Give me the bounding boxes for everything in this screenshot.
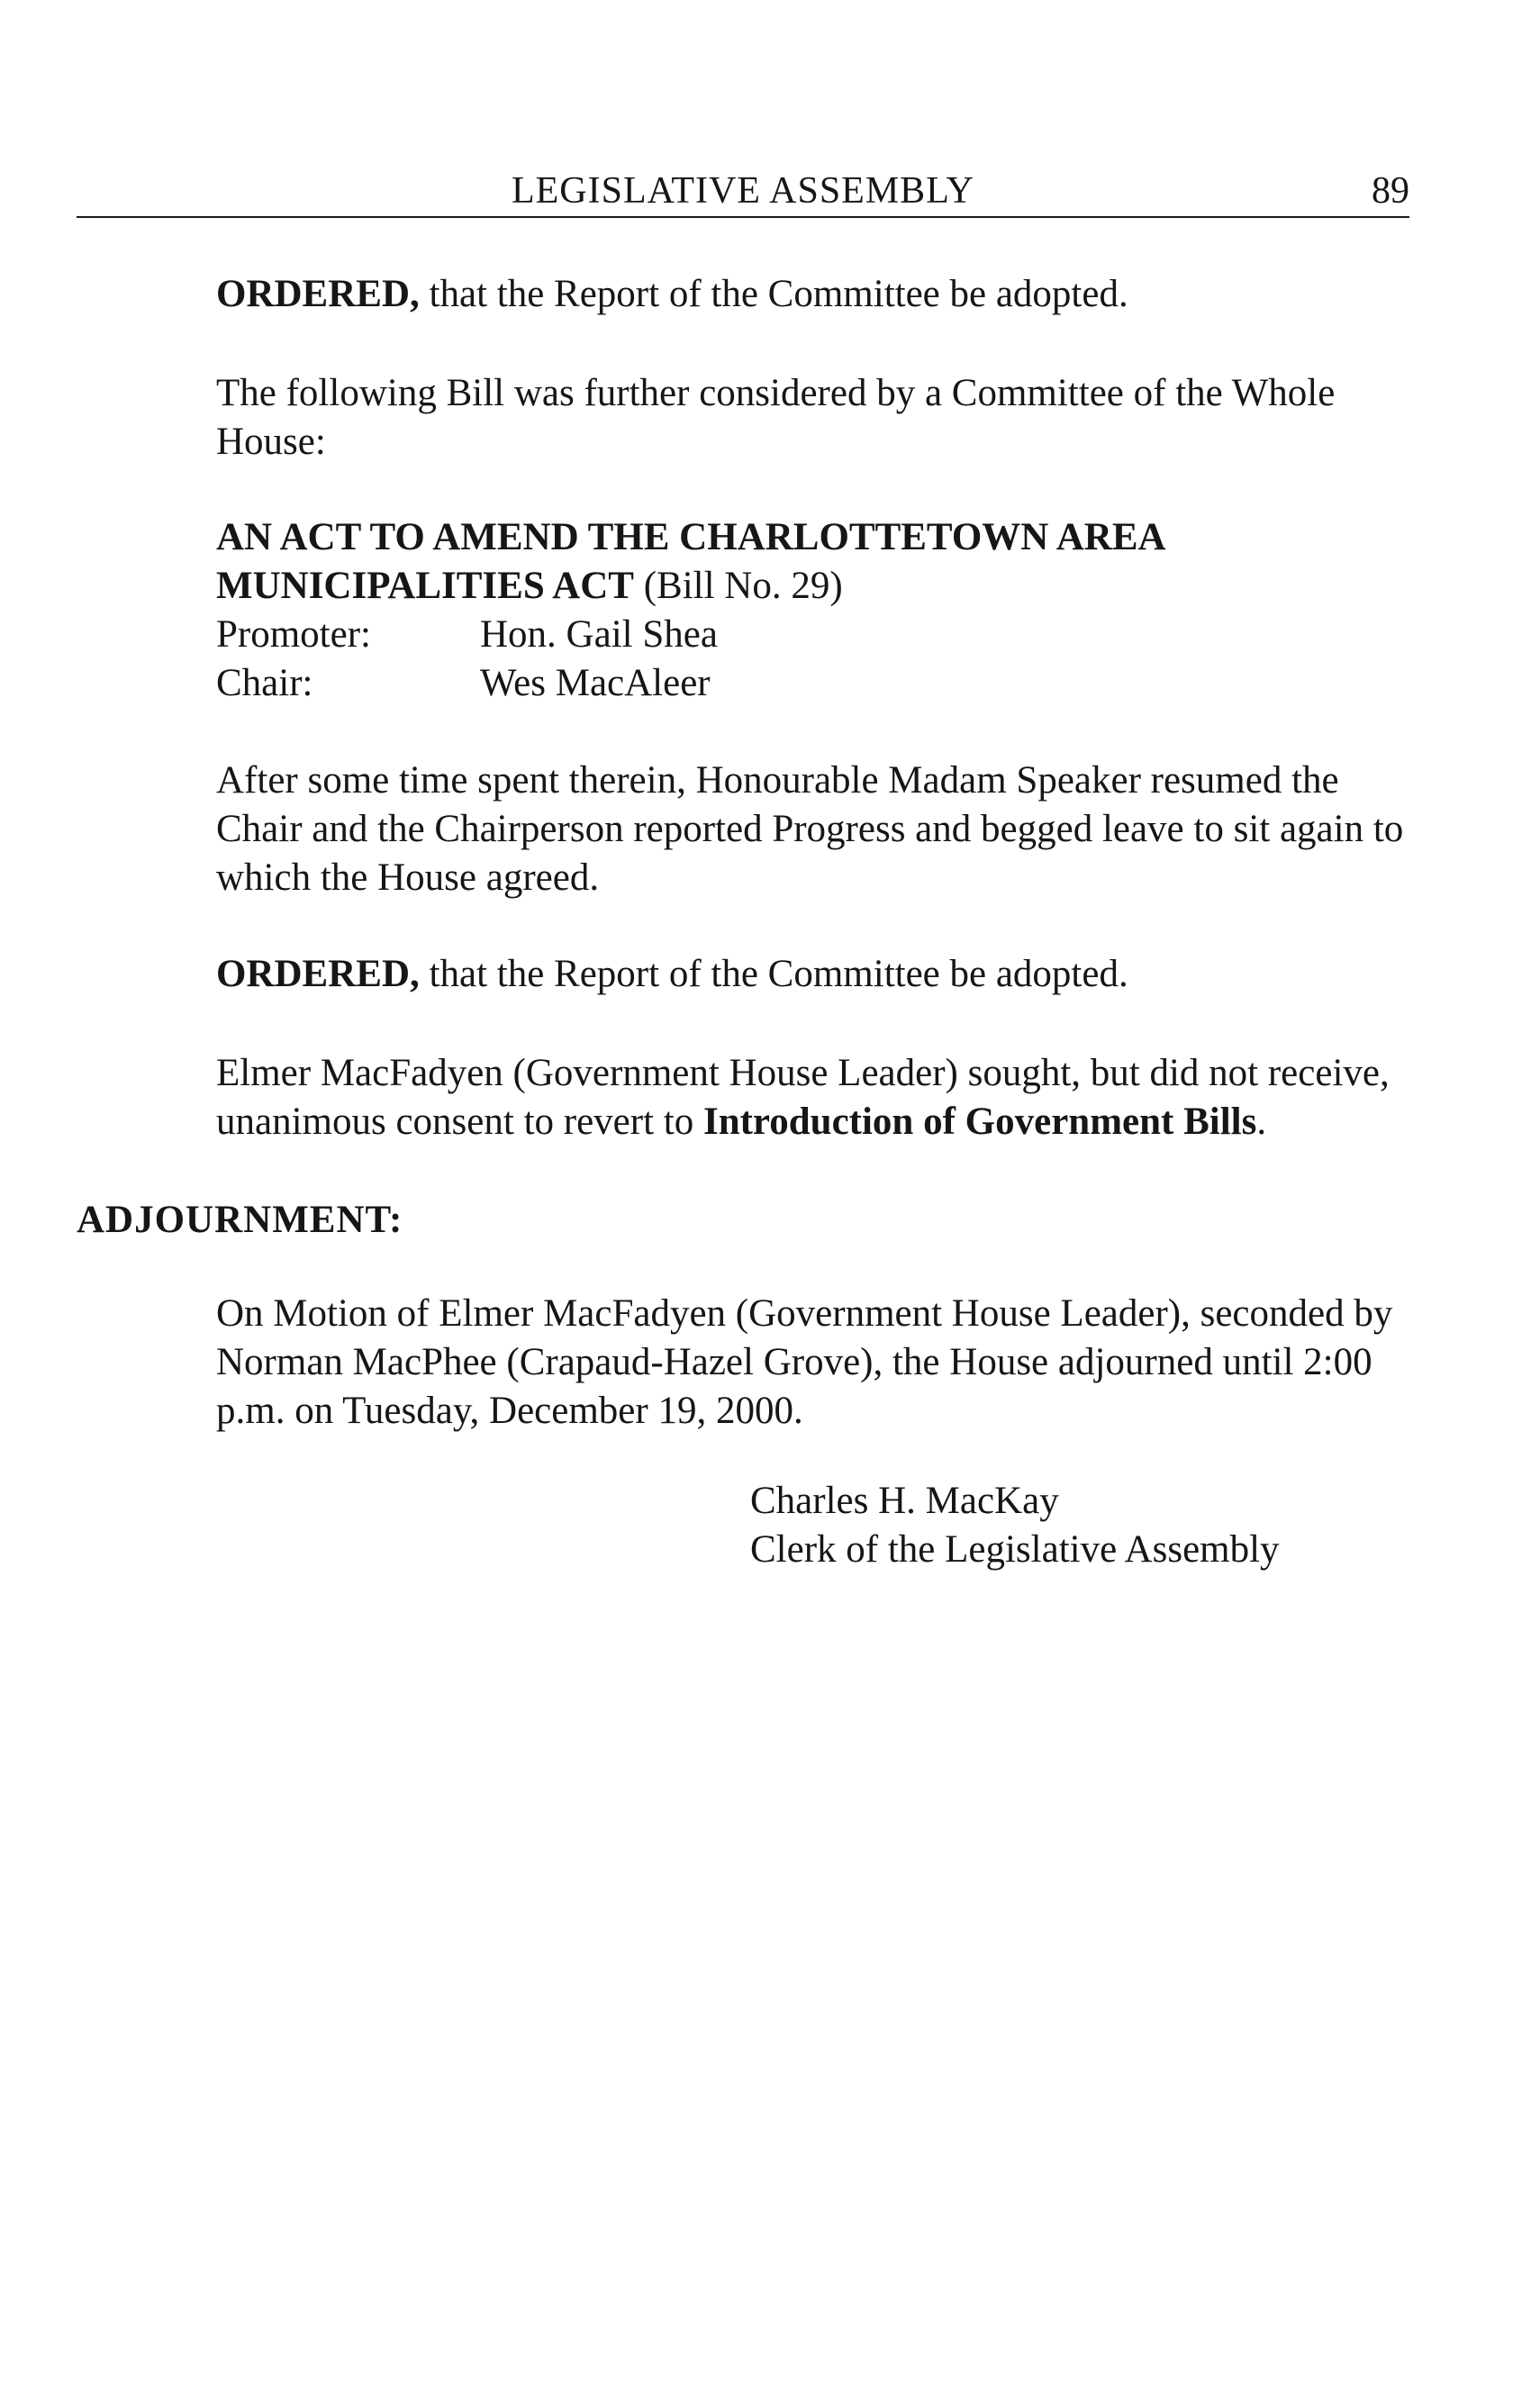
signature-title: Clerk of the Legislative Assembly bbox=[750, 1528, 1280, 1571]
bill-title-line bbox=[216, 513, 1418, 611]
ordered-paragraph-2 bbox=[216, 950, 1418, 999]
signature-block bbox=[750, 1477, 1280, 1574]
chair-row bbox=[216, 659, 1418, 708]
consent-paragraph bbox=[216, 1049, 1418, 1146]
ordered-paragraph-1 bbox=[216, 270, 1418, 319]
bill-title: AN ACT TO AMEND THE CHARLOTTETOWN AREA MUNICIPALITIES ACT bbox=[216, 516, 1164, 607]
page-number: 89 bbox=[1372, 170, 1409, 212]
consent-end: . bbox=[1256, 1101, 1267, 1143]
ordered-text: that the Report of the Committee be adopted. bbox=[419, 953, 1128, 995]
consent-text: Elmer MacFadyen (Government House Leader) sought, but did not receive, unanimous consent to revert to bbox=[216, 1052, 1390, 1143]
signature-name: Charles H. MacKay bbox=[750, 1480, 1059, 1522]
ordered-label: ORDERED, bbox=[216, 953, 420, 995]
bill-intro-paragraph: The following Bill was further considered by a Committee of the Whole House: bbox=[216, 372, 1336, 463]
chair-label: Chair: bbox=[216, 662, 313, 704]
bill-number: (Bill No. 29) bbox=[633, 565, 843, 607]
adjournment-heading: ADJOURNMENT: bbox=[77, 1199, 403, 1241]
progress-paragraph: After some time spent therein, Honourable Madam Speaker resumed the Chair and the Chairperson reported Progress and begged leave to sit again to which the House agreed. bbox=[216, 759, 1404, 899]
consent-bold-text: Introduction of Government Bills bbox=[702, 1101, 1257, 1143]
ordered-text: that the Report of the Committee be adopted. bbox=[419, 273, 1128, 315]
promoter-value: Hon. Gail Shea bbox=[480, 613, 718, 656]
promoter-row bbox=[216, 611, 1418, 659]
bill-block bbox=[216, 513, 1418, 708]
header-title: LEGISLATIVE ASSEMBLY bbox=[512, 170, 974, 212]
ordered-label: ORDERED, bbox=[216, 273, 420, 315]
adjournment-motion: On Motion of Elmer MacFadyen (Government House Leader), seconded by Norman MacPhee (Crapaud-Hazel Grove), the House adjourned until 2:00 p.m. on Tuesday, December 19, 2000. bbox=[216, 1292, 1393, 1432]
page-header bbox=[77, 160, 1409, 218]
promoter-label: Promoter: bbox=[216, 613, 371, 656]
chair-value: Wes MacAleer bbox=[480, 662, 711, 704]
